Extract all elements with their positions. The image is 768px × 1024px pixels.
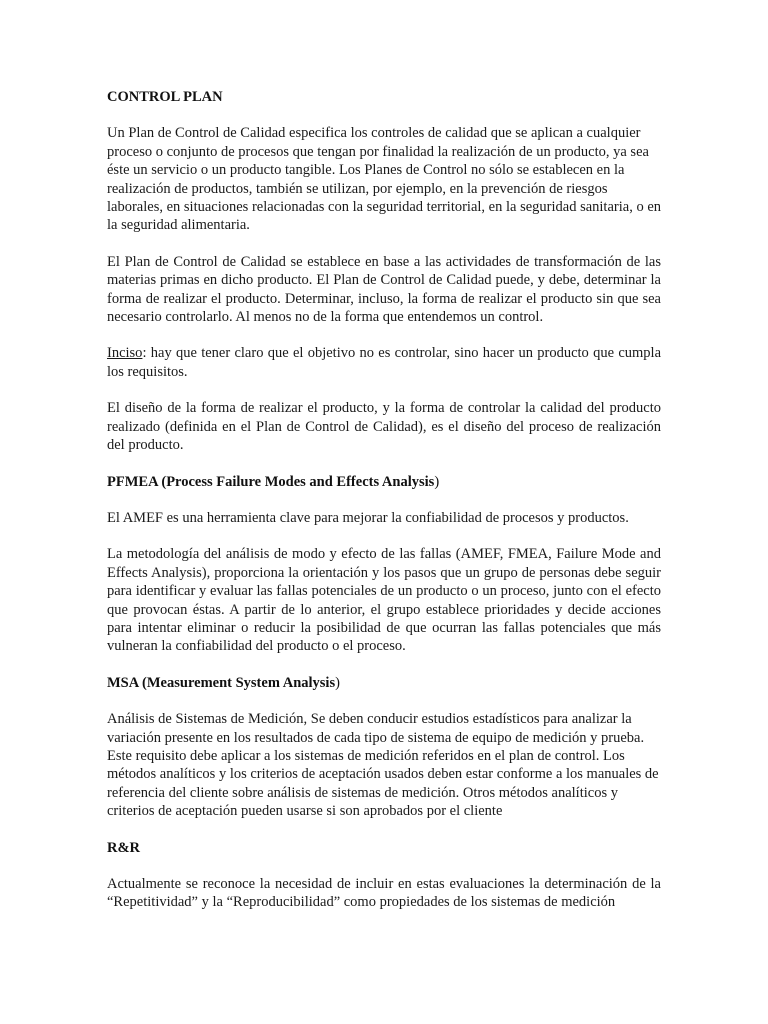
heading-msa [107,674,661,692]
paragraph-rr: Actualmente se reconoce la necesidad de incluir en estas evaluaciones la determinación de la “Repetitividad” y la “Reproducibilidad” como propiedades de los sistemas de medición [107,876,661,911]
heading-control-plan: CONTROL PLAN [107,89,223,105]
paragraph-msa: Análisis de Sistemas de Medición, Se deben conducir estudios estadísticos para analizar la variación presente en los resultados de cada tipo de sistema de equipo de medición y prueba. Este requisito debe aplicar a los sistemas de medición referidos en el plan de control. Los métodos analíticos y los criterios de aceptación usados deben estar conforme a los manuales de referencia del cliente sobre análisis de sistemas de medición. Otros métodos analíticos y criterios de aceptación pueden usarse si son aprobados por el cliente [107,711,659,820]
paragraph-amef-method: La metodología del análisis de modo y efecto de las fallas (AMEF, FMEA, Failure Mode and Effects Analysis), proporciona la orientación y los pasos que un grupo de personas debe seguir para identificar y evaluar las fallas potenciales de un producto o un proceso, junto con el efecto que provocan éstas. A partir de lo anterior, el grupo establece prioridades y decide acciones para intentar eliminar o reducir la posibilidad de que ocurran las fallas potenciales que más vulneran la confiabilidad del producto o el proceso. [107,546,661,655]
paragraph-amef-intro: El AMEF es una herramienta clave para mejorar la confiabilidad de procesos y productos. [107,509,629,526]
heading-pfmea-close: ) [434,473,440,490]
paragraph-control-plan-intro: Un Plan de Control de Calidad especifica los controles de calidad que se aplican a cualquier proceso o conjunto de procesos que tengan por finalidad la realización de un producto, ya sea éste un servicio o un producto tangible. Los Planes de Control no sólo se establecen en la realización de productos, también se utilizan, por ejemplo, en la prevención de riesgos laborales, en situaciones relacionadas con la seguridad territorial, en la seguridad sanitaria, o en la seguridad alimentaria. [107,125,662,234]
inciso-text: : hay que tener claro que el objetivo no es controlar, sino hacer un producto que cumpla los requisitos. [107,345,661,380]
heading-pfmea-text: PFMEA (Process Failure Modes and Effects Analysis [107,473,435,490]
paragraph-control-plan-basis: El Plan de Control de Calidad se establece en base a las actividades de transformación de las materias primas en dicho producto. El Plan de Control de Calidad puede, y debe, determinar la forma de realizar el producto. Determinar, incluso, la forma de realizar el producto sin que sea necesario controlarlo. Al menos no de la forma que entendemos un control. [107,253,661,326]
inciso-label: Inciso [107,345,143,362]
heading-msa-close: ) [335,674,340,691]
heading-rr: R&R [107,839,141,856]
paragraph-inciso [107,344,661,381]
heading-msa-text: MSA (Measurement System Analysis [107,674,336,691]
heading-pfmea [107,473,661,491]
paragraph-process-design: El diseño de la forma de realizar el producto, y la forma de controlar la calidad del producto realizado (definida en el Plan de Control de Calidad), es el diseño del proceso de realización del producto. [107,400,661,454]
